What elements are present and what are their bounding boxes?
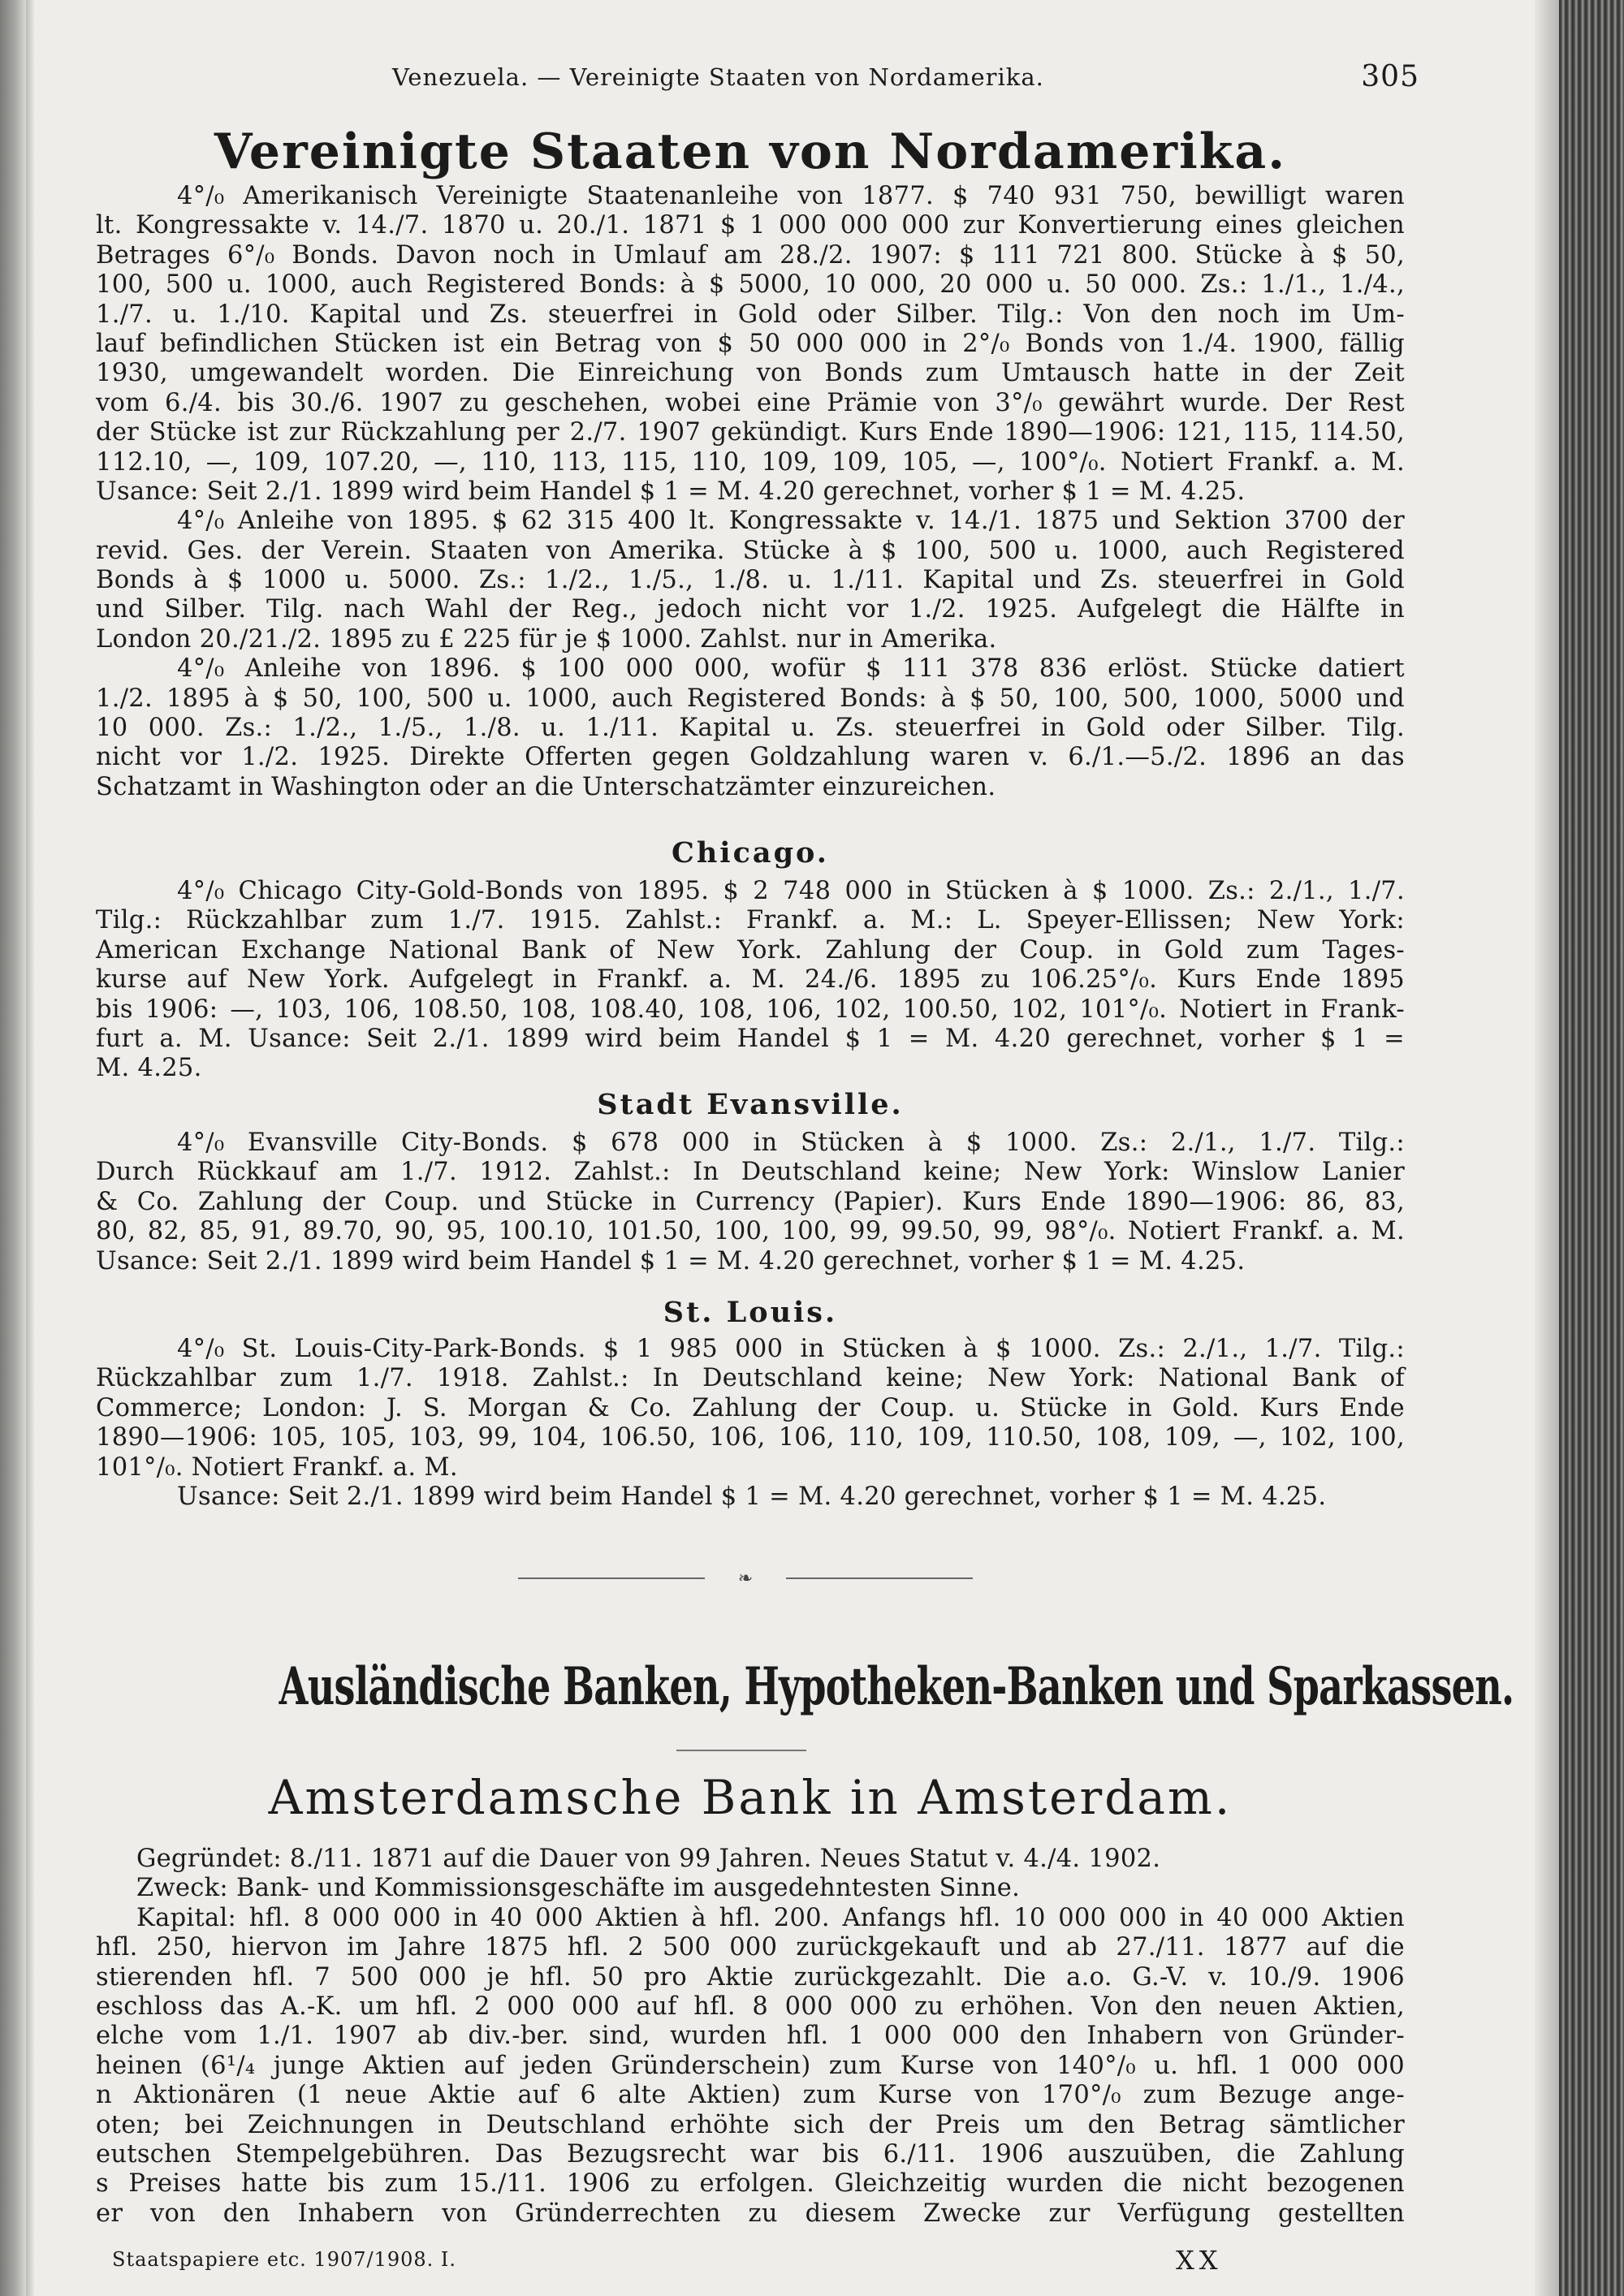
footer-sheet-mark: XX (1176, 2245, 1223, 2276)
text-line: hfl. 250, hiervon im Jahre 1875 hfl. 2 500 000 zurückgekauft und ab 27./11. 1877 auf die (96, 1933, 1405, 1962)
divider-rule-left (518, 1577, 705, 1579)
usa-body (96, 182, 1405, 802)
text-line: 4°/₀ Anleihe von 1895. $ 62 315 400 lt. Kongressakte v. 14./1. 1875 und Sektion 3700 der (177, 507, 1405, 536)
left-binding-edge (0, 0, 26, 2296)
text-line: 4°/₀ St. Louis-City-Park-Bonds. $ 1 985 000 in Stücken à $ 1000. Zs.: 2./1., 1./7. Tilg.: (177, 1335, 1405, 1363)
text-line: Tilg.: Rückzahlbar zum 1./7. 1915. Zahlst.: Frankf. a. M.: L. Speyer-Ellissen; New York: (96, 906, 1405, 935)
text-line: und Silber. Tilg. nach Wahl der Reg., jedoch nicht vor 1./2. 1925. Aufgelegt die Hälfte in (96, 595, 1405, 624)
text-line: 1./7. u. 1./10. Kapital und Zs. steuerfrei in Gold oder Silber. Tilg.: Von den noch im Um- (96, 300, 1405, 329)
text-line: 10 000. Zs.: 1./2., 1./5., 1./8. u. 1./11. Kapital u. Zs. steuerfrei in Gold oder Silber. Tilg. (96, 714, 1405, 743)
evansville-body (96, 1129, 1405, 1276)
chapter-heading-banks: Ausländische Banken, Hypotheken-Banken und Sparkassen. (279, 1656, 1514, 1717)
section-heading-stlouis: St. Louis. (663, 1296, 838, 1329)
text-line: Betrages 6°/₀ Bonds. Davon noch in Umlauf am 28./2. 1907: $ 111 721 800. Stücke à $ 50, (96, 240, 1405, 270)
section-heading-amsterdam: Amsterdamsche Bank in Amsterdam. (268, 1770, 1233, 1825)
page-content (96, 0, 1514, 2296)
text-line: n Aktionären (1 neue Aktie auf 6 alte Aktien) zum Kurse von 170°/₀ zum Bezuge ange- (96, 2081, 1405, 2110)
heading-rule (676, 1750, 806, 1751)
amsterdam-body (96, 1845, 1405, 2229)
fleuron-icon: ❧ (737, 1569, 754, 1589)
text-line: M. 4.25. (96, 1054, 202, 1083)
text-line: 1930, umgewandelt worden. Die Einreichung von Bonds zum Umtausch hatte in der Zeit (96, 359, 1405, 388)
text-line: lt. Kongressakte v. 14./7. 1870 u. 20./1. 1871 $ 1 000 000 000 zur Konvertierung eines gleichen (96, 211, 1405, 240)
text-line: oten; bei Zeichnungen in Deutschland erhöhte sich der Preis um den Betrag sämtlicher (96, 2110, 1405, 2139)
text-line: s Preises hatte bis zum 15./11. 1906 zu erfolgen. Gleichzeitig wurden die nicht bezogenen (96, 2169, 1405, 2199)
text-line: 4°/₀ Evansville City-Bonds. $ 678 000 in Stücken à $ 1000. Zs.: 2./1., 1./7. Tilg.: (177, 1129, 1405, 1157)
text-line: revid. Ges. der Verein. Staaten von Amerika. Stücke à $ 100, 500 u. 1000, auch Registered (96, 536, 1405, 565)
text-line: kurse auf New York. Aufgelegt in Frankf. a. M. 24./6. 1895 zu 106.25°/₀. Kurs Ende 1895 (96, 965, 1405, 995)
text-line: 100, 500 u. 1000, auch Registered Bonds: à $ 5000, 10 000, 20 000 u. 50 000. Zs.: 1./1., 1./4., (96, 270, 1405, 300)
text-line: 4°/₀ Amerikanisch Vereinigte Staatenanleihe von 1877. $ 740 931 750, bewilligt waren (177, 182, 1405, 210)
right-binding-edge (1559, 0, 1624, 2296)
text-line: elche vom 1./1. 1907 ab div.-ber. sind, wurden hfl. 1 000 000 den Inhabern von Gründer- (96, 2022, 1405, 2051)
text-line: Zweck: Bank- und Kommissionsgeschäfte im ausgedehntesten Sinne. (136, 1874, 1021, 1903)
text-line: lauf befindlichen Stücken ist ein Betrag von $ 50 000 000 in 2°/₀ Bonds von 1./4. 1900, fällig (96, 329, 1405, 358)
text-line: Gegründet: 8./11. 1871 auf die Dauer von 99 Jahren. Neues Statut v. 4./4. 1902. (136, 1845, 1161, 1873)
text-line: 1./2. 1895 à $ 50, 100, 500 u. 1000, auch Registered Bonds: à $ 50, 100, 500, 1000, 5000 und (96, 684, 1405, 713)
running-head-title: Venezuela. — Vereinigte Staaten von Nordamerika. (392, 63, 1044, 91)
section-divider-ornament (518, 1569, 973, 1588)
section-heading-usa: Vereinigte Staaten von Nordamerika. (214, 123, 1287, 180)
section-heading-chicago: Chicago. (672, 836, 829, 870)
text-line: der Stücke ist zur Rückzahlung per 2./7. 1907 gekündigt. Kurs Ende 1890—1906: 121, 115, 114.50, (96, 418, 1405, 447)
text-line: Schatzamt in Washington oder an die Unterschatzämter einzureichen. (96, 772, 996, 801)
chicago-body (96, 877, 1405, 1084)
text-line: furt a. M. Usance: Seit 2./1. 1899 wird beim Handel $ 1 = M. 4.20 gerechnet, vorher $ 1 = (96, 1024, 1405, 1053)
text-line: London 20./21./2. 1895 zu £ 225 für je $ 1000. Zahlst. nur in Amerika. (96, 624, 997, 654)
text-line: 4°/₀ Chicago City-Gold-Bonds von 1895. $ 2 748 000 in Stücken à $ 1000. Zs.: 2./1., 1./7. (177, 877, 1405, 905)
text-line: eschloss das A.-K. um hfl. 2 000 000 auf hfl. 8 000 000 zu erhöhen. Von den neuen Aktien, (96, 1992, 1405, 2021)
text-line: eutschen Stempelgebühren. Das Bezugsrecht war bis 6./11. 1906 auszuüben, die Zahlung (96, 2139, 1405, 2169)
left-page-shadow (26, 0, 34, 2296)
text-line: heinen (6¹/₄ junge Aktien auf jeden Gründerschein) zum Kurse von 140°/₀ u. hfl. 1 000 000 (96, 2051, 1405, 2080)
right-page-shadow (1535, 0, 1559, 2296)
text-line: American Exchange National Bank of New York. Zahlung der Coup. in Gold zum Tages- (96, 935, 1405, 965)
text-line: bis 1906: —, 103, 106, 108.50, 108, 108.40, 108, 106, 102, 100.50, 102, 101°/₀. Notiert in Frank- (96, 995, 1405, 1024)
text-line: 101°/₀. Notiert Frankf. a. M. (96, 1452, 458, 1482)
footer-signature: Staatspapiere etc. 1907/1908. I. (112, 2248, 457, 2271)
text-line: stierenden hfl. 7 500 000 je hfl. 50 pro Aktie zurückgezahlt. Die a.o. G.-V. v. 10./9. 1906 (96, 1962, 1405, 1992)
text-line: Kapital: hfl. 8 000 000 in 40 000 Aktien à hfl. 200. Anfangs hfl. 10 000 000 in 40 000 Aktien (136, 1903, 1405, 1932)
text-line: Commerce; London: J. S. Morgan & Co. Zahlung der Coup. u. Stücke in Gold. Kurs Ende (96, 1393, 1405, 1422)
text-line: er von den Inhabern von Gründerrechten zu diesem Zwecke zur Verfügung gestellten (96, 2199, 1405, 2228)
text-line: 1890—1906: 105, 105, 103, 99, 104, 106.50, 106, 106, 110, 109, 110.50, 108, 109, —, 102, 100, (96, 1423, 1405, 1452)
page-number: 305 (1361, 60, 1419, 93)
text-line: 80, 82, 85, 91, 89.70, 90, 95, 100.10, 101.50, 100, 100, 99, 99.50, 99, 98°/₀. Notiert Frankf. a. M. (96, 1217, 1405, 1246)
text-line: Bonds à $ 1000 u. 5000. Zs.: 1./2., 1./5., 1./8. u. 1./11. Kapital und Zs. steuerfrei in Gold (96, 566, 1405, 595)
page-footer (96, 2245, 1405, 2277)
text-line: 112.10, —, 109, 107.20, —, 110, 113, 115, 110, 109, 109, 105, —, 100°/₀. Notiert Frankf. a. M. (96, 447, 1405, 477)
text-line: Usance: Seit 2./1. 1899 wird beim Handel $ 1 = M. 4.20 gerechnet, vorher $ 1 = M. 4.25. (177, 1482, 1327, 1511)
divider-rule-right (786, 1577, 973, 1579)
text-line: nicht vor 1./2. 1925. Direkte Offerten gegen Goldzahlung waren v. 6./1.—5./2. 1896 an das (96, 743, 1405, 772)
text-line: Durch Rückkauf am 1./7. 1912. Zahlst.: In Deutschland keine; New York: Winslow Lanier (96, 1158, 1405, 1187)
text-line: 4°/₀ Anleihe von 1896. $ 100 000 000, wofür $ 111 378 836 erlöst. Stücke datiert (177, 654, 1405, 684)
text-line: Usance: Seit 2./1. 1899 wird beim Handel $ 1 = M. 4.20 gerechnet, vorher $ 1 = M. 4.25. (96, 477, 1246, 506)
text-line: Usance: Seit 2./1. 1899 wird beim Handel $ 1 = M. 4.20 gerechnet, vorher $ 1 = M. 4.25. (96, 1246, 1246, 1275)
section-heading-evansville: Stadt Evansville. (597, 1088, 904, 1121)
stlouis-body (96, 1335, 1405, 1512)
text-line: & Co. Zahlung der Coup. und Stücke in Currency (Papier). Kurs Ende 1890—1906: 86, 83, (96, 1187, 1405, 1216)
running-head (96, 60, 1419, 99)
text-line: Rückzahlbar zum 1./7. 1918. Zahlst.: In Deutschland keine; New York: National Bank of (96, 1364, 1405, 1393)
text-line: vom 6./4. bis 30./6. 1907 zu geschehen, wobei eine Prämie von 3°/₀ gewährt wurde. Der Rest (96, 388, 1405, 417)
